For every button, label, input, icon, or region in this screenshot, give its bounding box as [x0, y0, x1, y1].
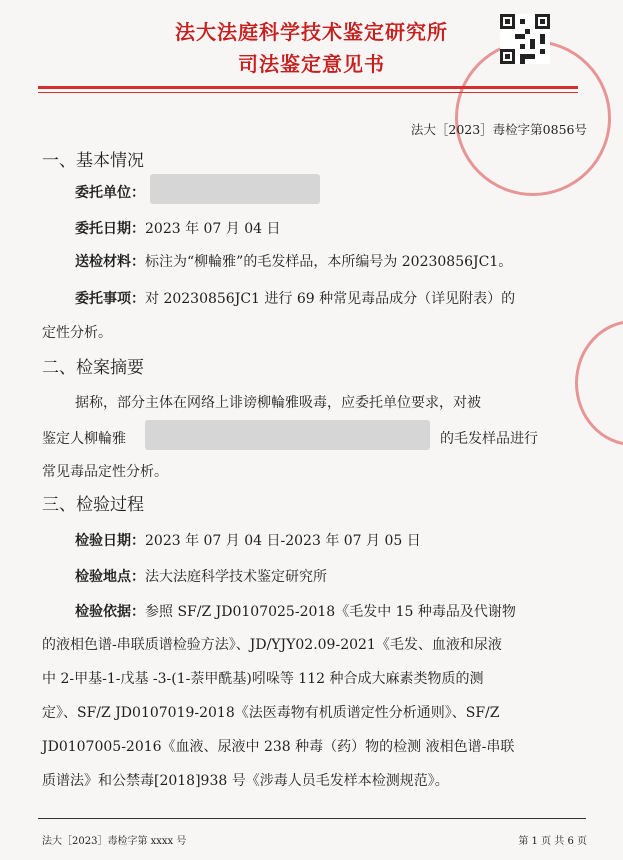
client-label: 委托单位： — [75, 185, 145, 201]
place-value: 法大法庭科学技术鉴定研究所 — [145, 569, 327, 585]
basis-line-5: JD0107005-2016《血液、尿液中 238 种毒（药）物的检测 液相色谱-串联 — [42, 739, 515, 755]
place-label: 检验地点： — [75, 569, 145, 585]
basis-line-2: 的液相色谱-串联质谱检验方法》、JD/YJY02.09-2021《毛发、血液和尿液 — [42, 637, 502, 653]
footer-page-number: 第 1 页 共 6 页 — [518, 836, 587, 847]
header-rule — [38, 86, 578, 89]
date-value: 2023 年 07 月 04 日 — [145, 221, 281, 237]
date-row — [75, 218, 281, 238]
matter-label: 委托事项： — [75, 291, 145, 307]
summary-line-3: 常见毒品定性分析。 — [42, 464, 168, 480]
date-label: 委托日期： — [75, 221, 145, 237]
header-rule-thin — [38, 92, 578, 93]
period-row — [75, 530, 421, 550]
material-row — [75, 251, 512, 271]
summary-line-2a: 鉴定人柳輪雅 — [42, 431, 126, 447]
section-heading-summary: 二、检案摘要 — [42, 358, 144, 378]
redacted-client — [150, 174, 320, 204]
summary-line-1: 据称，部分主体在网络上诽谤柳輪雅吸毒，应委托单位要求，对被 — [75, 395, 481, 411]
section-heading-basic-info: 一、基本情况 — [42, 151, 144, 171]
footer-rule — [38, 818, 586, 819]
institute-name: 法大法庭科学技术鉴定研究所 — [175, 20, 448, 44]
redacted-name — [145, 420, 430, 450]
matter-value: 对 20230856JC1 进行 69 种常见毒品成分（详见附表）的 — [145, 291, 516, 307]
document-title: 司法鉴定意见书 — [238, 52, 385, 76]
matter-row — [75, 288, 515, 308]
period-value: 2023 年 07 月 04 日-2023 年 07 月 05 日 — [145, 533, 421, 549]
summary-line-2b: 的毛发样品进行 — [440, 431, 538, 447]
place-row — [75, 566, 327, 586]
basis-line-6: 质谱法》和公禁毒[2018]938 号《涉毒人员毛发样本检测规范》。 — [42, 773, 449, 789]
section-heading-process: 三、检验过程 — [42, 495, 144, 515]
material-label: 送检材料： — [75, 254, 145, 270]
matter-continuation: 定性分析。 — [42, 325, 112, 341]
period-label: 检验日期： — [75, 533, 145, 549]
basis-line-1: 参照 SF/Z JD0107025-2018《毛发中 15 种毒品及代谢物 — [145, 604, 516, 620]
basis-line-3: 中 2-甲基-1-戊基 -3-(1-萘甲酰基)吲哚等 112 种合成大麻素类物质的测 — [42, 671, 484, 687]
material-value: 标注为“柳輪雅”的毛发样品，本所编号为 20230856JC1。 — [145, 254, 513, 270]
footer-doc-number: 法大［2023］毒检字第 xxxx 号 — [42, 836, 187, 847]
basis-label: 检验依据： — [75, 604, 145, 620]
official-seal-partial — [575, 320, 623, 446]
document-number: 法大［2023］毒检字第0856号 — [410, 122, 587, 137]
client-row — [75, 182, 145, 202]
basis-row — [75, 601, 516, 621]
basis-line-4: 定》、SF/Z JD0107019-2018《法医毒物有机质谱定性分析通则》、SF/Z — [42, 705, 500, 721]
